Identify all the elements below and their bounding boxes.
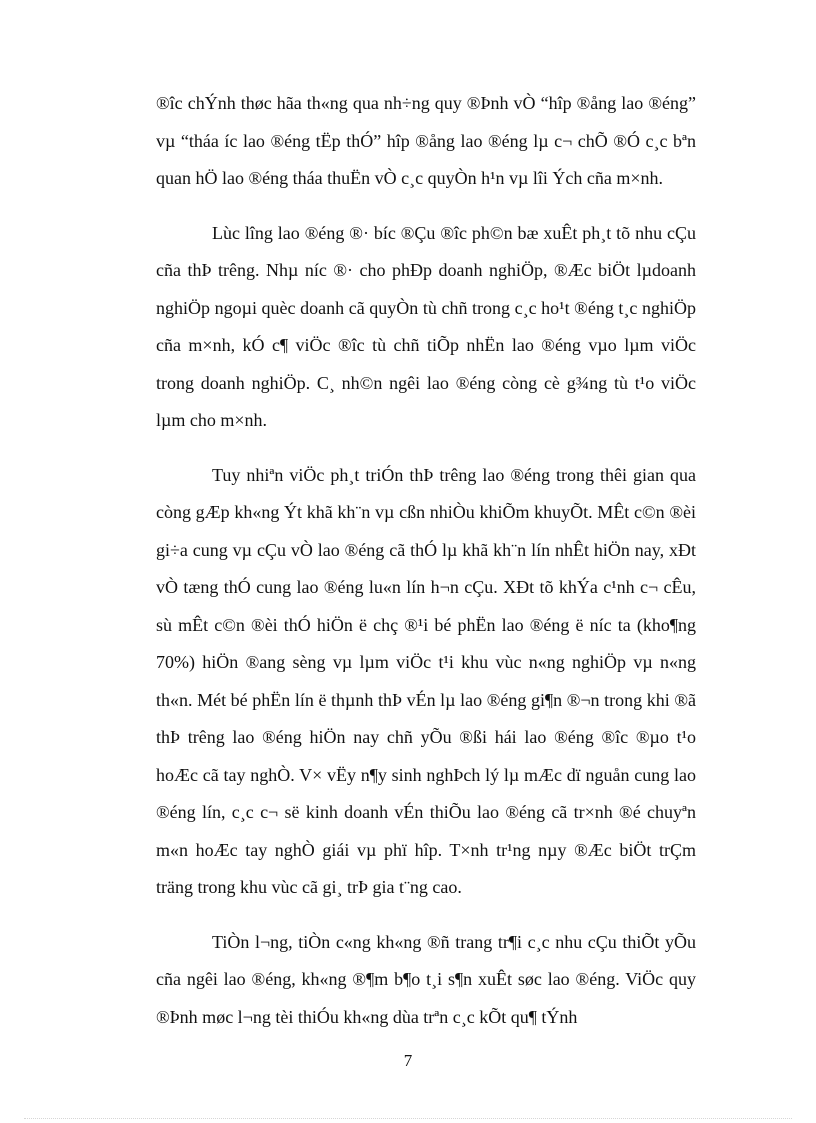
- paragraph-2: Lùc lîng lao ®éng ®· bíc ®Çu ®îc ph©n bæ xuÊt ph¸t tõ nhu cÇu cña thÞ trêng. Nhµ níc ®· cho phÐp doanh nghiÖp, ®Æc biÖt lµdoanh nghiÖp ngoµi quèc doanh cã quyÒn tù chñ trong c¸c ho¹t ®éng t¸c nghiÖp cña m×nh, kÓ c¶ viÖc ®îc tù chñ tiÕp nhËn lao ®éng vµo lµm viÖc trong doanh nghiÖp. C¸ nh©n ngêi lao ®éng còng cè g¾ng tù t¹o viÖc lµm cho m×nh.: [156, 222, 696, 430]
- body-text: [156, 85, 696, 1053]
- page-number: 7: [403, 1051, 413, 1070]
- paragraph-3: Tuy nhiªn viÖc ph¸t triÓn thÞ trêng lao ®éng trong thêi gian qua còng gÆp kh«ng Ýt khã kh¨n vµ cßn nhiÒu khiÕm khuyÕt. MÊt c©n ®èi gi÷a cung vµ cÇu vÒ lao ®éng cã thÓ lµ khã kh¨n lín nhÊt hiÖn nay, xÐt vÒ tæng thÓ cung lao ®éng lu«n lín h¬n cÇu. XÐt tõ khÝa c¹nh c¬ cÊu, sù mÊt c©n ®èi thÓ hiÖn ë chç ®¹i bé phËn lao ®éng ë níc ta (kho¶ng 70%) hiÖn ®ang sèng vµ lµm viÖc t¹i khu vùc n«ng nghiÖp vµ n«ng th«n. Mét bé phËn lín ë thµnh thÞ vÉn lµ lao ®éng gi¶n ®¬n trong khi ®ã thÞ trêng lao ®éng hiÖn nay chñ yÕu ®ßi hái lao ®éng ®îc ®µo t¹o hoÆc cã tay nghÒ. V× vËy n¶y sinh nghÞch lý lµ mÆc dï nguån cung lao ®éng lín, c¸c c¬ së kinh doanh vÉn thiÕu lao ®éng cã tr×nh ®é chuyªn m«n hoÆc tay nghÒ giái vµ phï hîp. T×nh tr¹ng nµy ®Æc biÖt trÇm träng trong khu vùc cã gi¸ trÞ gia t¨ng cao.: [156, 464, 696, 897]
- paragraph-4: TiÒn l¬ng, tiÒn c«ng kh«ng ®ñ trang tr¶i c¸c nhu cÇu thiÕt yÕu cña ngêi lao ®éng, kh«ng ®¶m b¶o t¸i s¶n xuÊt søc lao ®éng. ViÖc quy ®Þnh møc l¬ng tèi thiÓu kh«ng dùa trªn c¸c kÕt qu¶ tÝnh: [156, 931, 696, 1027]
- paragraph-1: ®îc chÝnh thøc hãa th«ng qua nh÷ng quy ®Þnh vÒ “hîp ®ång lao ®éng” vµ “tháa íc lao ®éng tËp thÓ” hîp ®ång lao ®éng lµ c¬ chÕ ®Ó c¸c bªn quan hÖ lao ®éng tháa thuËn vÒ c¸c quyÒn h¹n vµ lîi Ých cña m×nh.: [156, 93, 696, 188]
- page-bottom-divider: [24, 1118, 792, 1119]
